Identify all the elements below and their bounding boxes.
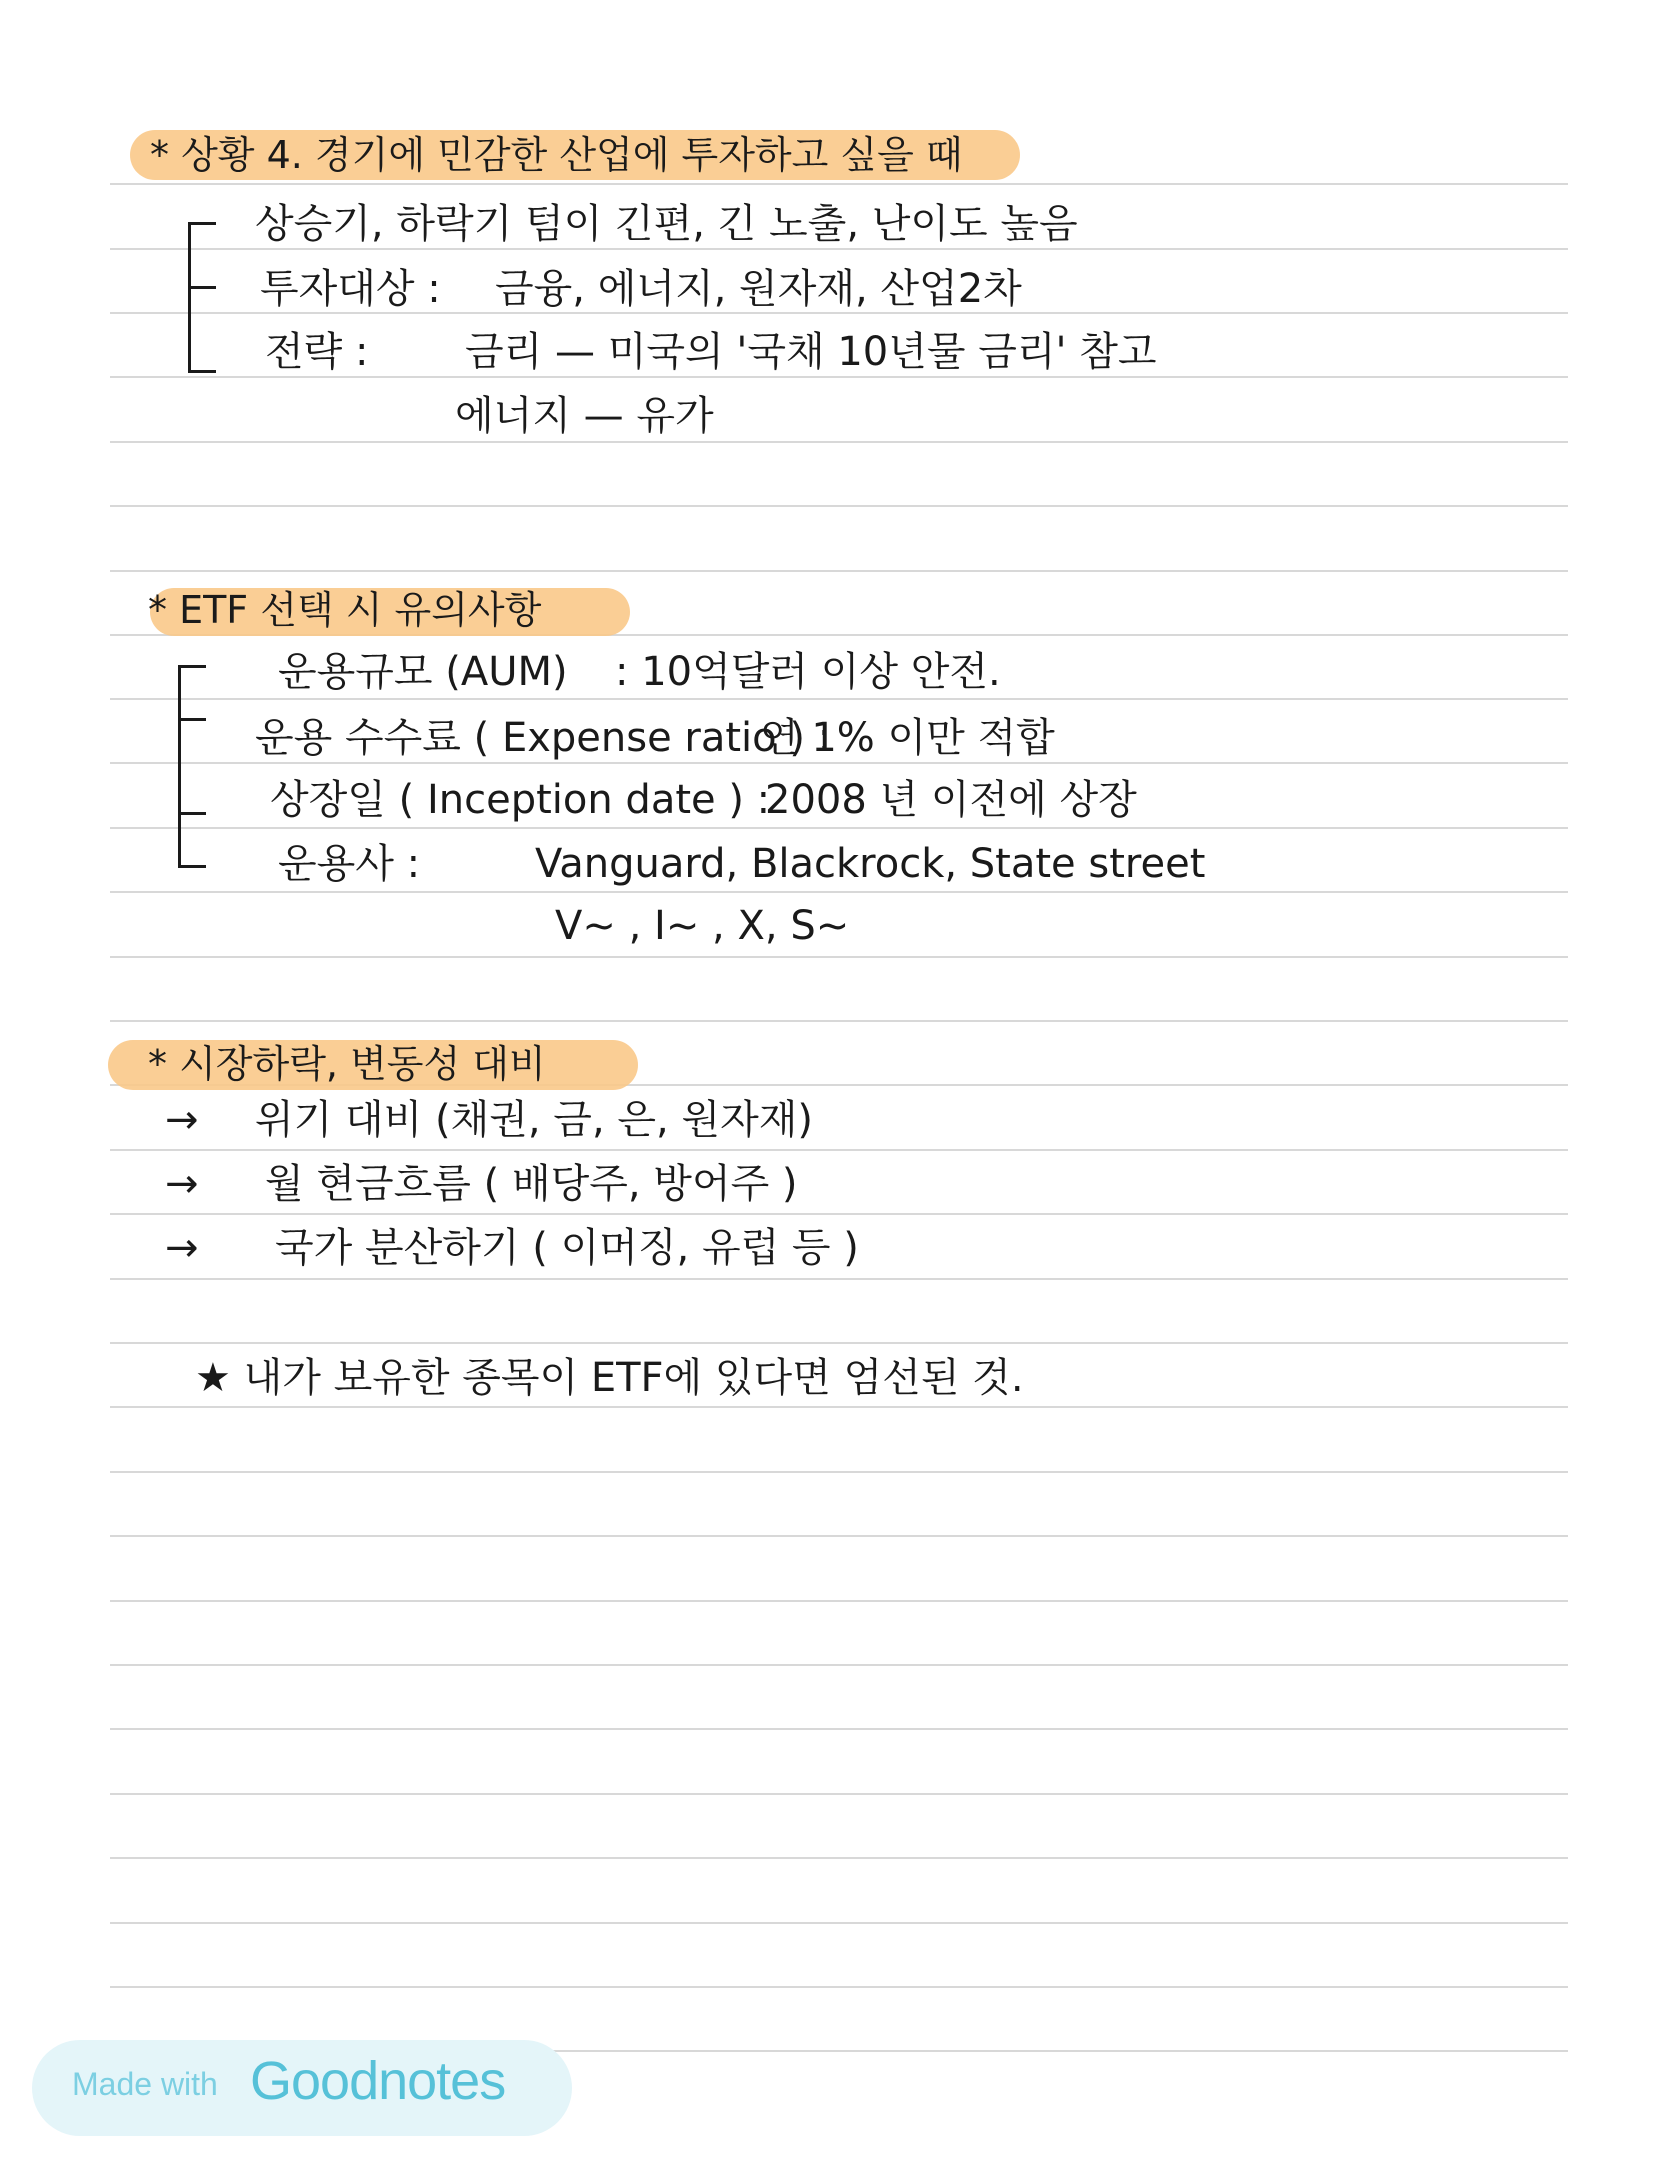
section1-line1: 상승기, 하락기 텀이 긴편, 긴 노출, 난이도 높음	[255, 201, 1078, 247]
ruled-line	[110, 1793, 1568, 1795]
ruled-line	[110, 505, 1568, 507]
arrow-icon: →	[165, 1161, 199, 1207]
aum-value: : 10억달러 이상 안전.	[615, 649, 1001, 695]
ruled-line	[110, 1020, 1568, 1022]
section1-line2-value: 금융, 에너지, 원자재, 산업2차	[495, 266, 1022, 312]
ruled-line	[110, 1664, 1568, 1666]
bracket-tick	[188, 370, 216, 373]
ruled-line	[110, 1342, 1568, 1344]
bracket-tick	[188, 222, 216, 225]
ruled-line	[110, 762, 1568, 764]
ruled-line	[110, 1278, 1568, 1280]
etf-holdings-note: ★ 내가 보유한 종목이 ETF에 있다면 엄선된 것.	[195, 1355, 1024, 1401]
ruled-line	[110, 891, 1568, 893]
asset-manager-value: Vanguard, Blackrock, State street	[535, 841, 1206, 887]
bracket-tick	[188, 286, 216, 289]
section2-title: * ETF 선택 시 유의사항	[148, 588, 542, 632]
arrow-icon: →	[165, 1225, 199, 1271]
made-with-label: Made with	[72, 2066, 218, 2102]
section2-bracket	[178, 665, 181, 865]
bracket-tick	[178, 812, 206, 815]
goodnotes-logo: Goodnotes	[250, 2051, 506, 2111]
ruled-line	[110, 1213, 1568, 1215]
ruled-line	[110, 183, 1568, 185]
ruled-line	[110, 956, 1568, 958]
section1-line2-label: 투자대상 :	[260, 266, 441, 312]
ruled-line	[110, 570, 1568, 572]
ruled-line	[110, 376, 1568, 378]
ruled-line	[110, 1471, 1568, 1473]
section3-title: * 시장하락, 변동성 대비	[148, 1042, 546, 1086]
ruled-line	[110, 1535, 1568, 1537]
section1-line3-label: 전략 :	[265, 329, 369, 375]
ruled-line	[110, 1857, 1568, 1859]
section3-item2: 월 현금흐름 ( 배당주, 방어주 )	[265, 1161, 798, 1207]
arrow-icon: →	[165, 1097, 199, 1143]
expense-ratio-label: 운용 수수료 ( Expense ratio ) :	[255, 715, 832, 761]
bracket-tick	[178, 865, 206, 868]
section1-title: * 상황 4. 경기에 민감한 산업에 투자하고 싶을 때	[150, 133, 963, 177]
inception-date-label: 상장일 ( Inception date ) :	[270, 777, 771, 823]
inception-date-value: 2008 년 이전에 상장	[765, 777, 1137, 823]
section1-bracket	[188, 222, 191, 372]
ruled-line	[110, 441, 1568, 443]
ruled-line	[110, 1986, 1568, 1988]
bracket-tick	[178, 718, 206, 721]
expense-ratio-value: 연 1% 이만 적합	[760, 715, 1055, 761]
ruled-line	[110, 1149, 1568, 1151]
ruled-line	[110, 1728, 1568, 1730]
ruled-line	[110, 827, 1568, 829]
asset-manager-label: 운용사 :	[278, 841, 421, 887]
section3-item3: 국가 분산하기 ( 이머징, 유럽 등 )	[275, 1225, 859, 1271]
section3-item1: 위기 대비 (채권, 금, 은, 원자재)	[255, 1097, 813, 1143]
section1-line4-value: 에너지 — 유가	[455, 393, 714, 439]
ruled-line	[110, 248, 1568, 250]
ruled-line	[110, 1922, 1568, 1924]
ruled-line	[110, 698, 1568, 700]
asset-manager-tickers: V~ , I~ , X, S~	[555, 903, 850, 949]
ruled-line	[110, 1406, 1568, 1408]
ruled-line	[110, 1600, 1568, 1602]
aum-label: 운용규모 (AUM)	[278, 649, 568, 695]
bracket-tick	[178, 665, 206, 668]
section1-line3-value: 금리 — 미국의 '국채 10년물 금리' 참고	[465, 329, 1157, 375]
